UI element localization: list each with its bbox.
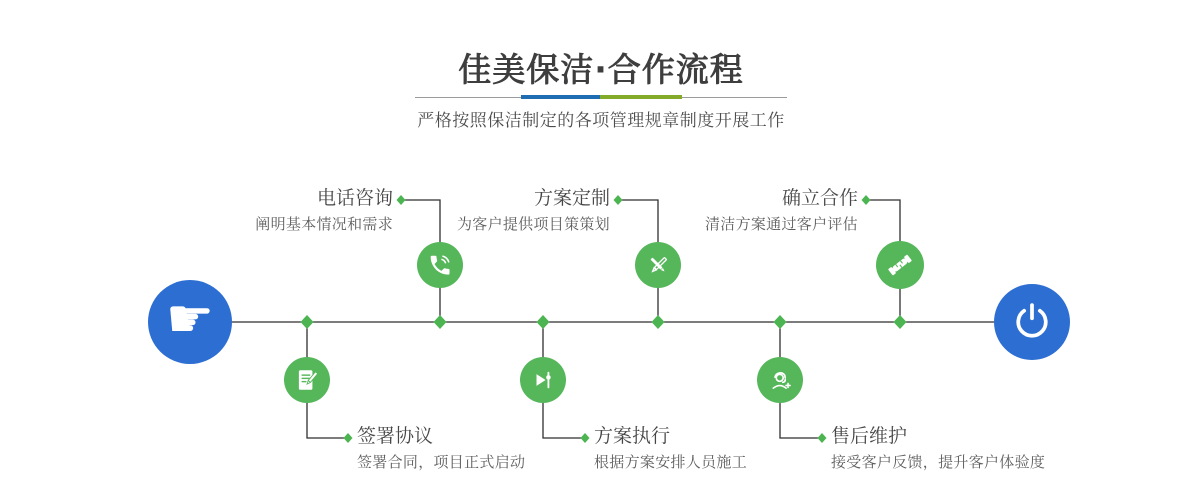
page-title: 佳美保洁·合作流程 [458, 50, 744, 89]
flow-start-node [148, 280, 232, 364]
pointing-hand-icon: ☛ [165, 287, 215, 350]
step-node-handshake [876, 241, 924, 289]
step-title: 售后维护 [831, 425, 908, 447]
step-label-establish-coop [705, 187, 858, 233]
step-title: 电话咨询 [316, 187, 393, 209]
step-label-aftersales [831, 425, 1045, 471]
step-node-design [635, 242, 681, 288]
step-title: 方案定制 [533, 187, 610, 209]
step-node-support [757, 357, 803, 403]
handshake-icon [886, 251, 914, 279]
flow-end-node [994, 284, 1070, 360]
step-label-plan-custom [457, 187, 610, 233]
step-desc: 接受客户反馈，提升客户体验度 [831, 453, 1046, 471]
play-slider-icon [530, 367, 556, 393]
step-node-contract [284, 357, 330, 403]
step-desc: 签署合同，项目正式启动 [357, 453, 526, 471]
contract-icon [294, 367, 320, 393]
step-desc: 为客户提供项目策策划 [456, 215, 610, 233]
customer-service-icon [767, 367, 794, 394]
pen-design-icon [645, 252, 672, 279]
step-title: 方案执行 [594, 425, 671, 447]
step-title: 确立合作 [781, 187, 858, 209]
step-desc: 根据方案安排人员施工 [594, 453, 748, 471]
step-node-execute [520, 357, 566, 403]
power-icon [1012, 302, 1052, 342]
step-label-phone-consult [255, 187, 393, 233]
step-title: 签署协议 [357, 425, 434, 447]
step-node-phone [417, 242, 463, 288]
step-desc: 清洁方案通过客户评估 [704, 215, 858, 233]
step-desc: 阐明基本情况和需求 [255, 215, 393, 233]
phone-icon [427, 252, 453, 278]
step-label-plan-execute [594, 425, 747, 471]
page-subtitle: 严格按照保洁制定的各项管理规章制度开展工作 [417, 111, 785, 131]
step-label-sign-agreement [357, 425, 525, 471]
